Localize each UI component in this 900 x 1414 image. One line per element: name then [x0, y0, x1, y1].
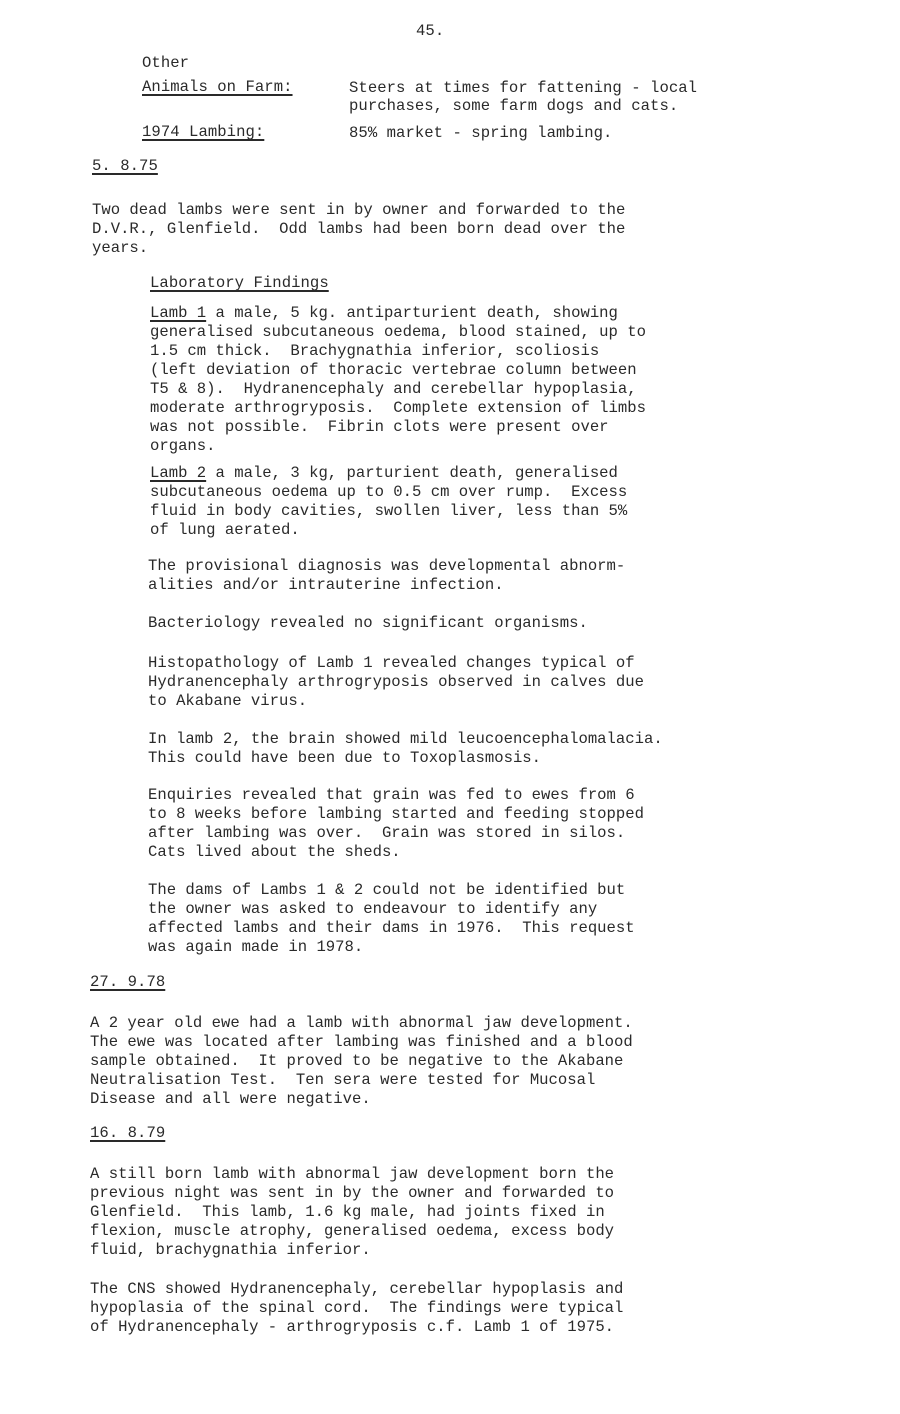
text-line: Hydranencephaly arthrogryposis observed in calves due: [148, 673, 644, 691]
text-line: was again made in 1978.: [148, 938, 364, 956]
text-line: The provisional diagnosis was developmental abnorm-: [148, 557, 626, 575]
text-line: sample obtained. It proved to be negative to the Akabane: [90, 1052, 624, 1070]
text-line: flexion, muscle atrophy, generalised oedema, excess body: [90, 1222, 615, 1240]
entry-date-1978: 27. 9.78: [90, 973, 166, 991]
text-line: a male, 5 kg. antiparturient death, showing: [206, 304, 618, 322]
text-line: The ewe was located after lambing was finished and a blood: [90, 1033, 633, 1051]
lamb1-paragraph: [150, 304, 646, 456]
dams-paragraph: [148, 881, 635, 957]
text-line: hypoplasia of the spinal cord. The findings were typical: [90, 1299, 624, 1317]
lambing-value: 85% market - spring lambing.: [349, 124, 613, 142]
text-line: subcutaneous oedema up to 0.5 cm over rump. Excess: [150, 483, 628, 501]
text-line: to 8 weeks before lambing started and feeding stopped: [148, 805, 644, 823]
animals-on-farm-value-2: purchases, some farm dogs and cats.: [349, 97, 679, 115]
text-line: Neutralisation Test. Ten sera were tested for Mucosal: [90, 1071, 596, 1089]
ewe-1978-paragraph: [90, 1014, 633, 1109]
lamb2-brain-paragraph: [148, 730, 663, 768]
text-line: a male, 3 kg, parturient death, generalised: [206, 464, 618, 482]
text-line: to Akabane virus.: [148, 692, 308, 710]
text-line: was not possible. Fibrin clots were present over: [150, 418, 609, 436]
other-label: Other: [142, 54, 190, 72]
text-line: previous night was sent in by the owner and forwarded to: [90, 1184, 615, 1202]
text-line: Histopathology of Lamb 1 revealed changes typical of: [148, 654, 635, 672]
text-line: This could have been due to Toxoplasmosis.: [148, 749, 542, 767]
lambing-label: 1974 Lambing:: [142, 123, 265, 141]
lamb1-label: Lamb 1: [150, 304, 207, 322]
text-line: after lambing was over. Grain was stored in silos.: [148, 824, 626, 842]
text-line: The CNS showed Hydranencephaly, cerebellar hypoplasis and: [90, 1280, 624, 1298]
text-line: 1.5 cm thick. Brachygnathia inferior, scoliosis: [150, 342, 600, 360]
bacteriology-paragraph: [148, 614, 588, 633]
text-line: Glenfield. This lamb, 1.6 kg male, had joints fixed in: [90, 1203, 605, 1221]
stillborn-1979-paragraph: [90, 1165, 614, 1260]
text-line: Cats lived about the sheds.: [148, 843, 401, 861]
text-line: (left deviation of thoracic vertebrae column between: [150, 361, 637, 379]
text-line: A still born lamb with abnormal jaw development born the: [90, 1165, 615, 1183]
text-line: In lamb 2, the brain showed mild leucoencephalomalacia.: [148, 730, 663, 748]
page-number: 45.: [416, 22, 445, 40]
laboratory-findings-heading: Laboratory Findings: [150, 274, 329, 292]
text-line: The dams of Lambs 1 & 2 could not be identified but: [148, 881, 626, 899]
text-line: affected lambs and their dams in 1976. This request: [148, 919, 635, 937]
text-line: T5 & 8). Hydranencephaly and cerebellar hypoplasia,: [150, 380, 637, 398]
text-line: of lung aerated.: [150, 521, 300, 539]
text-line: Two dead lambs were sent in by owner and forwarded to the: [92, 201, 626, 219]
animals-on-farm-label: Animals on Farm:: [142, 78, 293, 96]
text-line: Enquiries revealed that grain was fed to ewes from 6: [148, 786, 635, 804]
text-line: the owner was asked to endeavour to identify any: [148, 900, 598, 918]
text-line: Bacteriology revealed no significant organisms.: [148, 614, 588, 632]
text-line: D.V.R., Glenfield. Odd lambs had been born dead over the: [92, 220, 626, 238]
text-line: alities and/or intrauterine infection.: [148, 576, 504, 594]
text-line: fluid, brachygnathia inferior.: [90, 1241, 371, 1259]
text-line: A 2 year old ewe had a lamb with abnormal jaw development.: [90, 1014, 633, 1032]
text-line: fluid in body cavities, swollen liver, less than 5%: [150, 502, 628, 520]
enquiries-paragraph: [148, 786, 644, 862]
text-line: organs.: [150, 437, 216, 455]
lamb2-label: Lamb 2: [150, 464, 207, 482]
text-line: Disease and all were negative.: [90, 1090, 371, 1108]
text-line: of Hydranencephaly - arthrogryposis c.f. Lamb 1 of 1975.: [90, 1318, 615, 1336]
lamb2-paragraph: [150, 464, 627, 540]
animals-on-farm-value-1: Steers at times for fattening - local: [349, 79, 698, 97]
text-line: generalised subcutaneous oedema, blood stained, up to: [150, 323, 646, 341]
text-line: years.: [92, 239, 149, 257]
entry-date-1979: 16. 8.79: [90, 1124, 166, 1142]
histopathology-paragraph: [148, 654, 644, 711]
text-line: moderate arthrogryposis. Complete extension of limbs: [150, 399, 646, 417]
entry-date-1975: 5. 8.75: [92, 157, 158, 175]
cns-paragraph: [90, 1280, 623, 1337]
intro-paragraph: [92, 201, 625, 258]
diagnosis-paragraph: [148, 557, 625, 595]
